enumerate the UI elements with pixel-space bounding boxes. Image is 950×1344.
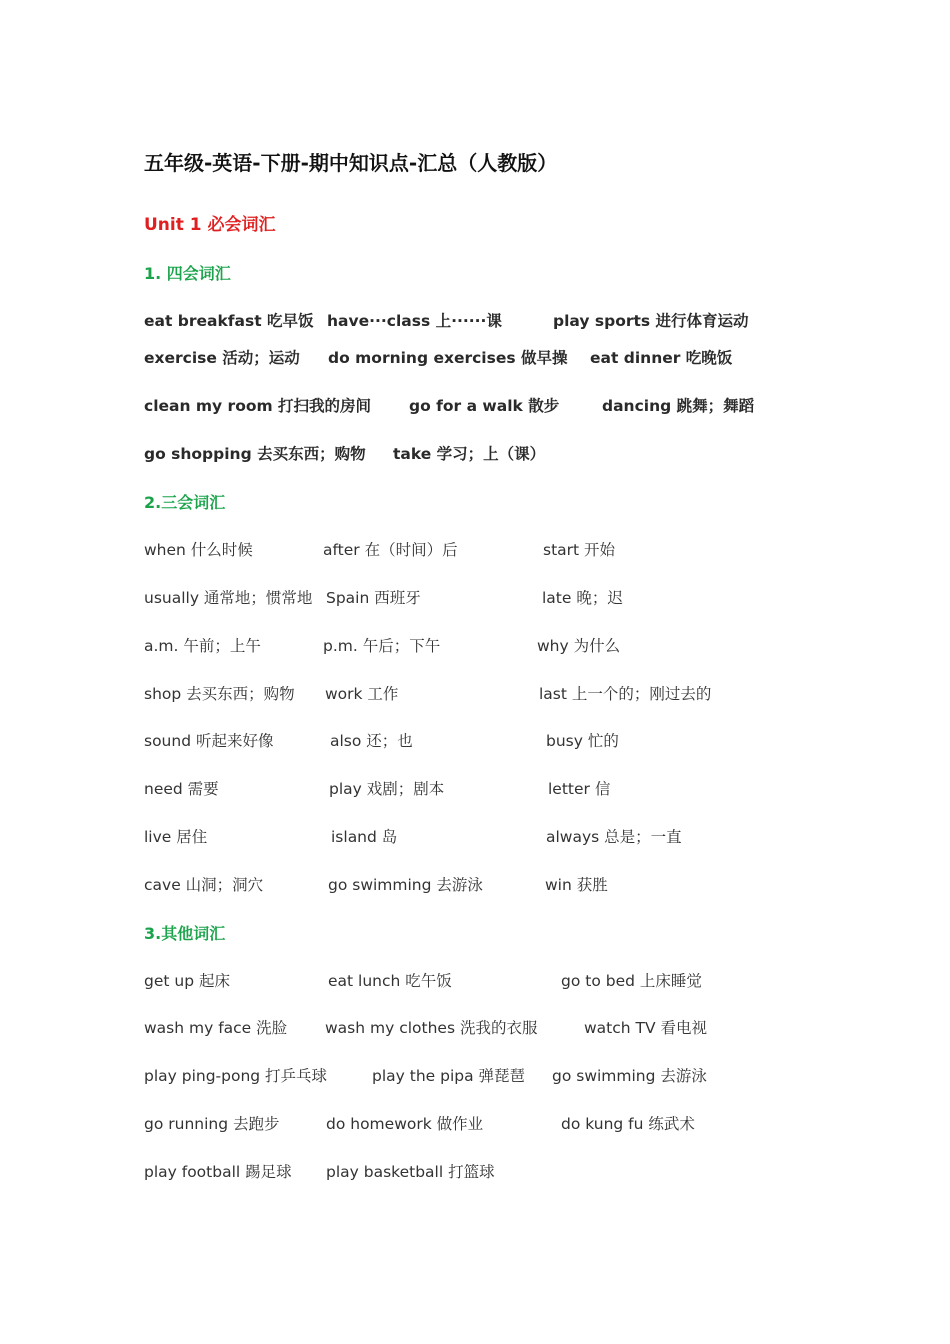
vocab-item: play sports 进行体育运动: [553, 312, 749, 330]
vocab-item: last 上一个的；刚过去的: [539, 685, 712, 703]
vocab-item: play football 踢足球: [144, 1163, 292, 1181]
vocab-item: go shopping 去买东西；购物: [144, 445, 366, 463]
vocab-item: play basketball 打篮球: [326, 1163, 495, 1181]
vocab-item: p.m. 午后；下午: [323, 637, 441, 655]
vocab-item: take 学习；上（课）: [393, 445, 546, 463]
vocab-item: busy 忙的: [546, 732, 619, 750]
vocab-item: wash my clothes 洗我的衣服: [325, 1019, 538, 1037]
vocab-item: clean my room 打扫我的房间: [144, 397, 372, 415]
section-heading-three-skills: 2.三会词汇: [144, 493, 226, 512]
unit-heading: Unit 1 必会词汇: [144, 215, 276, 235]
vocab-item: win 获胜: [545, 876, 608, 894]
vocab-item: sound 听起来好像: [144, 732, 274, 750]
vocab-item: play ping-pong 打乒乓球: [144, 1067, 328, 1085]
section-heading-other: 3.其他词汇: [144, 924, 226, 943]
vocab-item: start 开始: [543, 541, 616, 559]
page-title: 五年级-英语-下册-期中知识点-汇总（人教版）: [144, 151, 558, 175]
vocab-item: go running 去跑步: [144, 1115, 280, 1133]
vocab-item: when 什么时候: [144, 541, 253, 559]
vocab-item: do morning exercises 做早操: [328, 349, 568, 367]
vocab-item: eat lunch 吃午饭: [328, 972, 452, 990]
vocab-item: eat breakfast 吃早饭: [144, 312, 314, 330]
vocab-item: after 在（时间）后: [323, 541, 458, 559]
vocab-item: late 晚；迟: [542, 589, 623, 607]
vocab-item: live 居住: [144, 828, 208, 846]
vocab-item: do kung fu 练武术: [561, 1115, 695, 1133]
vocab-item: get up 起床: [144, 972, 230, 990]
vocab-item: exercise 活动；运动: [144, 349, 300, 367]
vocab-item: play 戏剧；剧本: [329, 780, 445, 798]
vocab-item: why 为什么: [537, 637, 621, 655]
vocab-item: play the pipa 弹琵琶: [372, 1067, 526, 1085]
vocab-item: a.m. 午前；上午: [144, 637, 261, 655]
vocab-item: usually 通常地；惯常地: [144, 589, 313, 607]
vocab-item: work 工作: [325, 685, 399, 703]
vocab-item: letter 信: [548, 780, 611, 798]
vocab-item: always 总是；一直: [546, 828, 682, 846]
vocab-item: dancing 跳舞；舞蹈: [602, 397, 755, 415]
vocab-item: island 岛: [331, 828, 398, 846]
vocab-item: Spain 西班牙: [326, 589, 421, 607]
vocab-item: shop 去买东西；购物: [144, 685, 295, 703]
vocab-item: go for a walk 散步: [409, 397, 560, 415]
vocab-item: go swimming 去游泳: [328, 876, 483, 894]
vocab-item: eat dinner 吃晚饭: [590, 349, 733, 367]
vocab-item: wash my face 洗脸: [144, 1019, 288, 1037]
vocab-item: go swimming 去游泳: [552, 1067, 707, 1085]
vocab-item: also 还；也: [330, 732, 413, 750]
section-heading-four-skills: 1. 四会词汇: [144, 264, 231, 283]
vocab-item: cave 山洞；洞穴: [144, 876, 264, 894]
vocab-item: go to bed 上床睡觉: [561, 972, 702, 990]
vocab-item: do homework 做作业: [326, 1115, 484, 1133]
vocab-item: need 需要: [144, 780, 219, 798]
vocab-item: watch TV 看电视: [584, 1019, 708, 1037]
vocab-item: have···class 上······课: [327, 312, 502, 330]
